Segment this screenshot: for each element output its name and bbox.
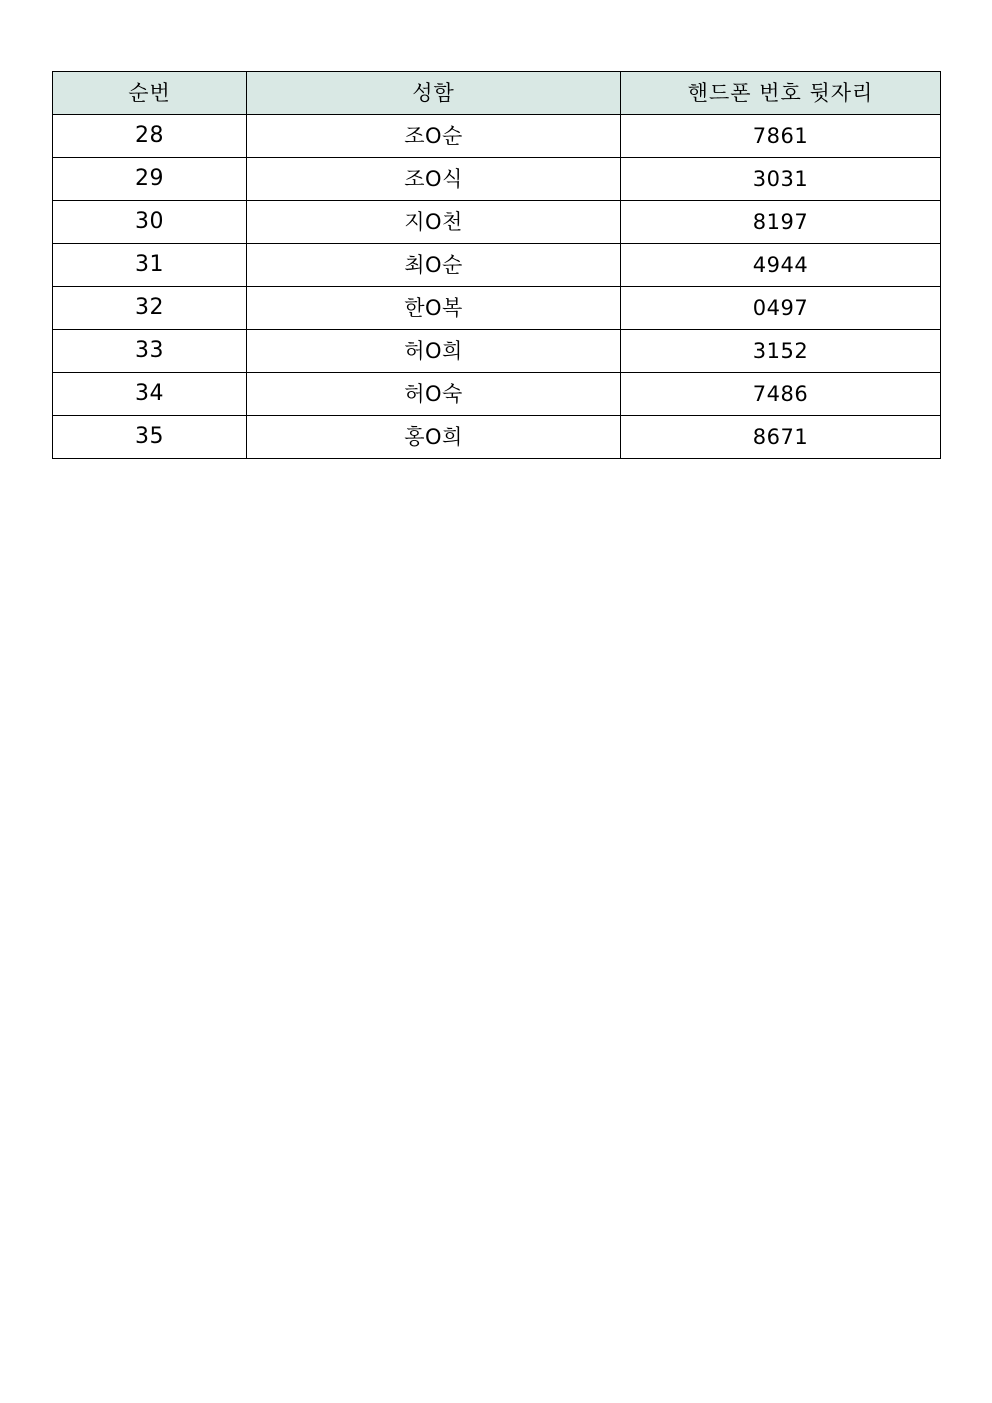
winners-table-container <box>52 71 940 459</box>
cell-name: 지O천 <box>247 201 621 244</box>
cell-name: 최O순 <box>247 244 621 287</box>
cell-tel: 8197 <box>621 201 941 244</box>
cell-tel: 3031 <box>621 158 941 201</box>
cell-tel: 3152 <box>621 330 941 373</box>
cell-num: 34 <box>53 373 247 416</box>
cell-tel: 8671 <box>621 416 941 459</box>
table-row <box>53 373 941 416</box>
table-row <box>53 201 941 244</box>
table-row <box>53 115 941 158</box>
cell-num: 28 <box>53 115 247 158</box>
table-row <box>53 287 941 330</box>
table-header-row <box>53 72 941 115</box>
winners-table <box>52 71 941 459</box>
cell-num: 33 <box>53 330 247 373</box>
cell-name: 조O식 <box>247 158 621 201</box>
cell-tel: 4944 <box>621 244 941 287</box>
cell-name: 조O순 <box>247 115 621 158</box>
cell-tel: 0497 <box>621 287 941 330</box>
cell-tel: 7861 <box>621 115 941 158</box>
table-row <box>53 244 941 287</box>
table-row <box>53 416 941 459</box>
cell-num: 30 <box>53 201 247 244</box>
cell-num: 32 <box>53 287 247 330</box>
table-row <box>53 158 941 201</box>
cell-num: 31 <box>53 244 247 287</box>
cell-name: 한O복 <box>247 287 621 330</box>
cell-num: 35 <box>53 416 247 459</box>
column-header-name: 성함 <box>247 72 621 115</box>
table-header <box>53 72 941 115</box>
column-header-num: 순번 <box>53 72 247 115</box>
cell-num: 29 <box>53 158 247 201</box>
cell-tel: 7486 <box>621 373 941 416</box>
cell-name: 허O숙 <box>247 373 621 416</box>
cell-name: 홍O희 <box>247 416 621 459</box>
column-header-tel: 핸드폰 번호 뒷자리 <box>621 72 941 115</box>
cell-name: 허O희 <box>247 330 621 373</box>
table-body <box>53 115 941 459</box>
table-row <box>53 330 941 373</box>
